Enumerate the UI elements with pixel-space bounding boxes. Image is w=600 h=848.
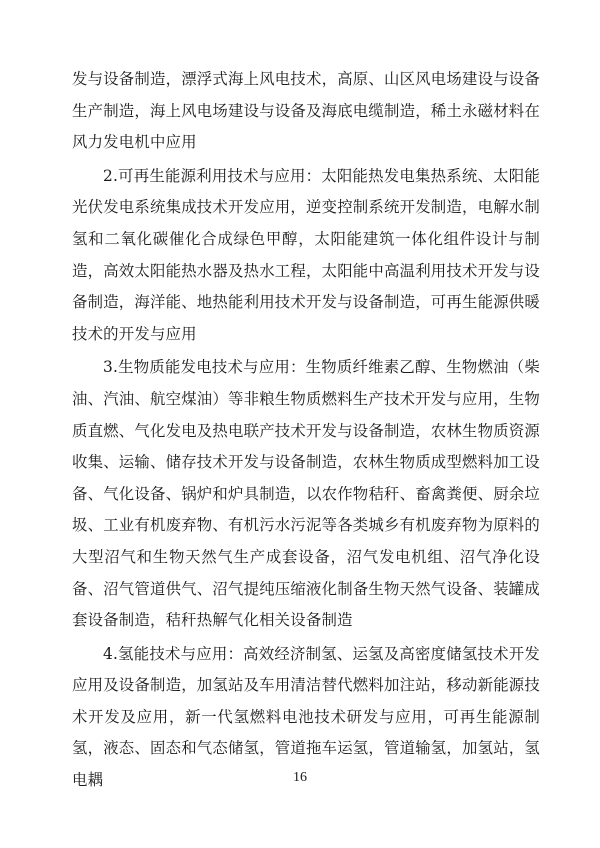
page-number: 16 [293, 770, 307, 785]
paragraph-renewable-energy: 2.可再生能源利用技术与应用：太阳能热发电集热系统、太阳能光伏发电系统集成技术开发应用，逆变控制系统开发制造，电解水制氢和二氧化碳催化合成绿色甲醇，太阳能建筑一体化组件设计与制造，高效太阳能热水器及热水工程，太阳能中高温利用技术开发与设备制造，海洋能、地热能利用技术开发与设备制造，可再生能源供暖技术的开发与应用 [72, 166, 540, 343]
document-body [72, 64, 540, 799]
paragraph-biomass-power: 3.生物质能发电技术与应用：生物质纤维素乙醇、生物燃油（柴油、汽油、航空煤油）等非粮生物质燃料生产技术开发与应用，生物质直燃、气化发电及热电联产技术开发与设备制造，农林生物质资源收集、运输、储存技术开发与设备制造，农林生物质成型燃料加工设备、气化设备、锅炉和炉具制造，以农作物秸秆、畜禽粪便、厨余垃圾、工业有机废弃物、有机污水污泥等各类城乡有机废弃物为原料的大型沼气和生物天然气生产成套设备，沼气发电机组、沼气净化设备、沼气管道供气、沼气提纯压缩液化制备生物天然气设备、装罐成套设备制造，秸秆热解气化相关设备制造 [72, 358, 540, 630]
paragraph-hydrogen-energy: 4.氢能技术与应用：高效经济制氢、运氢及高密度储氢技术开发应用及设备制造，加氢站及车用清洁替代燃料加注站，移动新能源技术开发及应用，新一代氢燃料电池技术研发与应用，可再生能源制氢，液态、固态和气态储氢，管道拖车运氢，管道输氢，加氢站，氢电耦 [72, 644, 540, 790]
paragraph-continued: 发与设备制造，漂浮式海上风电技术，高原、山区风电场建设与设备生产制造，海上风电场建设与设备及海底电缆制造，稀土永磁材料在风力发电机中应用 [72, 70, 540, 152]
